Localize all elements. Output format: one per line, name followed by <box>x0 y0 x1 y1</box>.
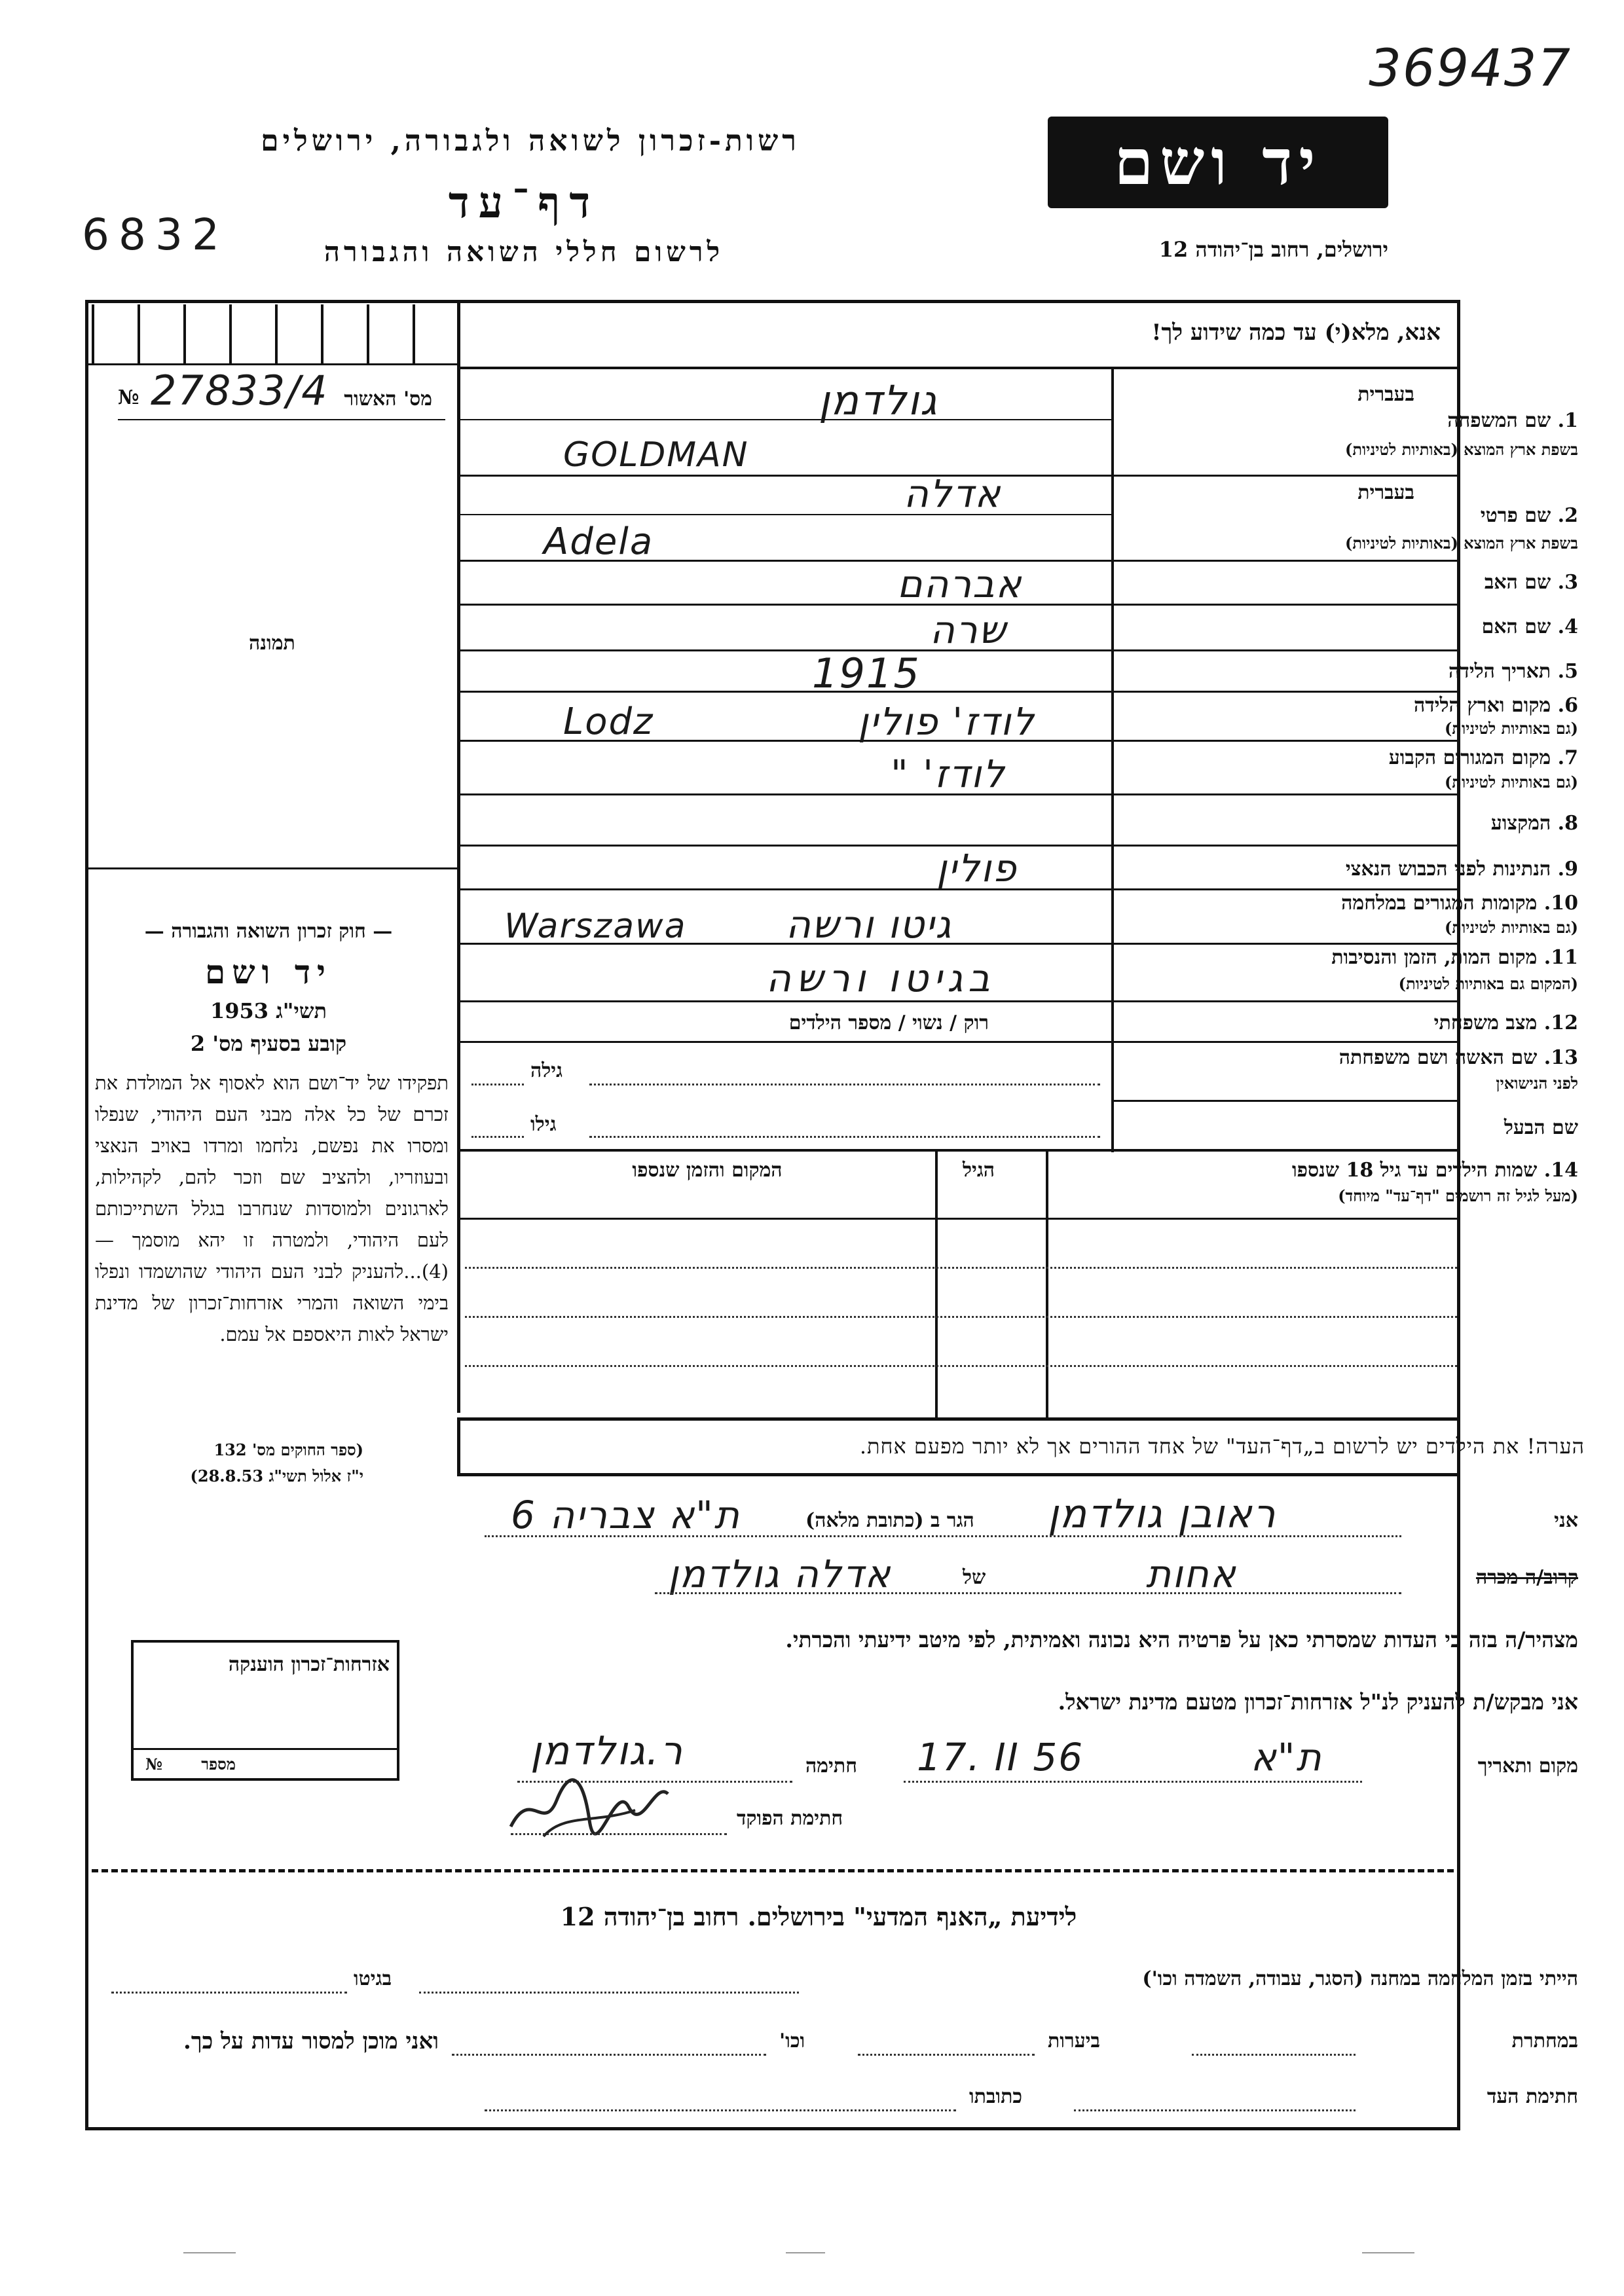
field-7-text: מקום המגורים הקבוע <box>1388 746 1551 769</box>
field-1-num: 1. <box>1557 409 1578 432</box>
field-1-label <box>1447 409 1578 432</box>
field-7-sub: (גם באותיות לטיניות) <box>1444 773 1578 792</box>
bottom-line1: הייתי בזמן המלחמה במחנה (הסגר, עבודה, השמדה וכו') <box>1142 1967 1578 1990</box>
law-name: יד ושם <box>205 953 332 991</box>
field-12-value: רוק / נשוי / מספר הילדים <box>788 1011 989 1034</box>
field-10-sub: (גם באותיות לטיניות) <box>1444 918 1578 937</box>
field-3-num: 3. <box>1557 571 1578 594</box>
children-sub: (מעל לגיל זה רושמים "דף־עד" מיוחד) <box>1338 1186 1578 1205</box>
citizenship-number-label: מספר <box>201 1755 236 1774</box>
logo-text: יד ושם <box>1114 125 1322 199</box>
field-1-sub: בשפת ארץ המוצא (באותיות לטיניות) <box>1345 440 1578 459</box>
field-4-text: שם האם <box>1481 615 1551 638</box>
of-value: אדלה גולדמן <box>668 1552 892 1596</box>
husband-age-label: גילו <box>530 1113 557 1136</box>
field-11-label <box>1331 946 1578 969</box>
field-13-age-label: גילה <box>530 1059 563 1082</box>
yad-vashem-logo <box>1048 117 1388 208</box>
handwritten-file-number: 6832 <box>82 210 229 260</box>
place-date-label: מקום ותאריך <box>1477 1755 1578 1777</box>
bottom-line2-d: ואני מוכן למסור עדות על כך. <box>183 2028 439 2054</box>
official-signature-label: חתימת הפוקד <box>737 1807 843 1830</box>
form-title: דף־עד <box>448 177 600 228</box>
field-8-num: 8. <box>1557 812 1578 835</box>
field-13-label <box>1339 1046 1578 1069</box>
law-ref-1: (ספר החוקים מס' 132 <box>213 1440 363 1459</box>
greeting: אנא, מלא(י) עד כמה שידוע לך! <box>1151 319 1441 346</box>
field-13-sub: לפני הנישואין <box>1496 1074 1578 1093</box>
approval-no-value: 27833/4 <box>151 367 329 414</box>
field-2-text: שם פרטי <box>1480 504 1551 527</box>
citizenship-box-title: אזרחות־זכרון הוענקה <box>228 1653 390 1676</box>
signature-value: ר.גולדמן <box>530 1728 684 1774</box>
field-10-value-latin: Warszawa <box>504 907 687 946</box>
field-10-value: גיטו ורשה <box>786 902 953 947</box>
field-5-text: תאריך הלידה <box>1449 660 1551 683</box>
field-6-value: לודז' פולין <box>858 699 1035 744</box>
field-8-text: המקצוע <box>1490 812 1551 835</box>
law-text: תפקידו של יד־ושם הוא לאסוף אל המולדת את זכרם של כל אלה מבני העם היהודי, שנפלו ומסרו את נפשם, נלחמו ומרדו באויב הנאצי ובעוזריו, ולהציב שם וזכר להם, לקהילות, לארגונים ולמוסדות שנחרבו בגלל השתייכותם לעם היהודי, ולמטרה זו יהא מוסמך — (4)...להעניק לבני העם היהודי שהושמדו ונפלו בימי השואה והמרי אזרחות־זכרון של מדינת ישראל לאות היאספם אל עמם. <box>95 1072 449 1345</box>
bottom-line3-a: חתימת העד <box>1486 2085 1578 2108</box>
bottom-title: לידיעת „האנף המדעי" בירושלים. רחוב בן־יהודה 12 <box>560 1902 1077 1931</box>
field-3-value: אברהם <box>897 562 1023 606</box>
field-3-label <box>1485 571 1578 594</box>
law-title: — חוק זכרון השואה והגבורה — <box>144 920 393 943</box>
field-4-value: שרה <box>930 608 1007 652</box>
field-7-num: 7. <box>1557 746 1578 769</box>
field-9-label <box>1346 858 1578 881</box>
relation-label: קרוב/ה מכרה <box>1475 1566 1578 1589</box>
field-12-label <box>1434 1011 1578 1034</box>
field-2-value-hebrew: אדלה <box>904 471 1002 516</box>
note: הערה! את הילדים יש לרשום ב„דף־העד" של אחד ההורים אך לא יותר מפעם אחת. <box>859 1434 1585 1459</box>
form-subtitle: לרשום חללי השואה והגבורה <box>323 236 724 268</box>
field-7-value: לודז' " <box>891 752 1006 796</box>
bottom-line3-b: כתובתו <box>969 2085 1023 2108</box>
place-value: ת"א <box>1251 1735 1323 1779</box>
address: ירושלים, רחוב בן־יהודה 12 <box>1158 237 1388 262</box>
photo-ticks <box>92 304 455 363</box>
field-2-label <box>1481 504 1578 527</box>
field-11-text: מקום המות, הזמן והנסיבות <box>1331 946 1538 969</box>
field-12-text: מצב משפחתי <box>1433 1011 1538 1034</box>
field-11-num: 11. <box>1543 946 1578 969</box>
official-signature-mark <box>504 1761 674 1840</box>
bottom-line2-c: וכו' <box>779 2030 805 2052</box>
field-2-sub: בשפת ארץ המוצא (באותיות לטיניות) <box>1345 534 1578 553</box>
citizenship-number-prefix: № <box>145 1755 163 1774</box>
field-2-tag: בעברית <box>1357 481 1414 504</box>
field-5-num: 5. <box>1557 660 1578 683</box>
field-8-label <box>1491 812 1578 835</box>
field-12-num: 12. <box>1543 1011 1578 1034</box>
of-label: של <box>963 1566 986 1589</box>
declarant-name: ראובן גולדמן <box>1048 1491 1277 1537</box>
children-label: 14. שמות הילדים עד גיל 18 שנספו <box>1291 1159 1578 1182</box>
field-9-num: 9. <box>1557 858 1578 881</box>
field-6-label <box>1414 694 1578 717</box>
bottom-line2-a: במחתרת <box>1511 2030 1578 2052</box>
field-6-value-latin: Lodz <box>563 701 654 743</box>
bottom-line1-end: בגיטו <box>354 1967 392 1990</box>
approval-no-label: מס' האשור <box>344 388 432 410</box>
field-10-num: 10. <box>1543 892 1578 915</box>
husband-label: שם הבעל <box>1504 1116 1578 1139</box>
request: אני מבקש/ת להעניק לנ"ל אזרחות־זכרון מטעם מדינת ישראל. <box>1058 1689 1578 1715</box>
bottom-line2-b: ביערות <box>1048 2030 1101 2052</box>
address-value: ת"א צבריה 6 <box>511 1493 741 1537</box>
field-5-value: 1915 <box>812 649 921 697</box>
authority-line: רשות-זכרון לשואה ולגבורה, ירושלים <box>261 124 800 158</box>
relation-value: אחות <box>1146 1552 1237 1596</box>
field-11-sub: (המקום גם באותיות לטיניות) <box>1398 974 1578 993</box>
statement: מצהיר/ה בזה כי העדות שמסרתי כאן על פרטיה היא נכונה ואמיתית, לפי מיטב ידיעתי והכרתי. <box>785 1627 1578 1652</box>
field-6-text: מקום וארץ הלידה <box>1413 694 1551 717</box>
field-4-label <box>1482 615 1578 638</box>
field-13-text: שם האשה ושם משפחתה <box>1338 1046 1538 1069</box>
field-10-label <box>1341 892 1578 915</box>
archive-number: 369437 <box>1369 39 1572 98</box>
law-year: תשי"ג 1953 <box>210 998 327 1023</box>
field-9-value: פולין <box>936 846 1018 890</box>
field-2-num: 2. <box>1557 504 1578 527</box>
photo-label: תמונה <box>249 632 295 655</box>
field-3-text: שם האב <box>1484 571 1551 594</box>
ani-label: אני <box>1554 1509 1578 1532</box>
field-13-num: 13. <box>1543 1046 1578 1069</box>
field-5-label <box>1449 660 1578 683</box>
children-col-age: הגיל <box>963 1159 995 1182</box>
field-10-text: מקומות המגורים במלחמה <box>1341 892 1538 915</box>
field-1-text: שם המשפחה <box>1447 409 1551 432</box>
resides-label: הגר ב (כתובת מלאה) <box>805 1509 974 1532</box>
bottom-dashed-divider <box>92 1869 1454 1872</box>
field-1-tag: בעברית <box>1357 383 1414 406</box>
field-1-value-latin: GOLDMAN <box>563 435 749 475</box>
law-section: קובע בסעיף מס' 2 <box>190 1031 347 1056</box>
children-col-place: המקום והזמן שנספו <box>632 1159 783 1182</box>
field-7-label <box>1389 746 1578 769</box>
field-11-value: בגיטו ורשה <box>766 956 995 1000</box>
field-6-num: 6. <box>1557 694 1578 717</box>
field-9-text: הנתינות לפני הכבוש הנאצי <box>1345 858 1551 881</box>
field-6-sub: (גם באותיות לטיניות) <box>1444 719 1578 738</box>
signature-label: חתימה <box>805 1755 857 1777</box>
law-ref-2: י"ז אלול תשי"ג 28.8.53) <box>190 1467 363 1485</box>
field-4-num: 4. <box>1557 615 1578 638</box>
field-1-value-hebrew: גולדמן <box>819 376 938 424</box>
approval-no-prefix: № <box>118 386 139 409</box>
field-2-value-latin: Adela <box>544 520 654 563</box>
date-value: 17. II 56 <box>917 1735 1084 1779</box>
